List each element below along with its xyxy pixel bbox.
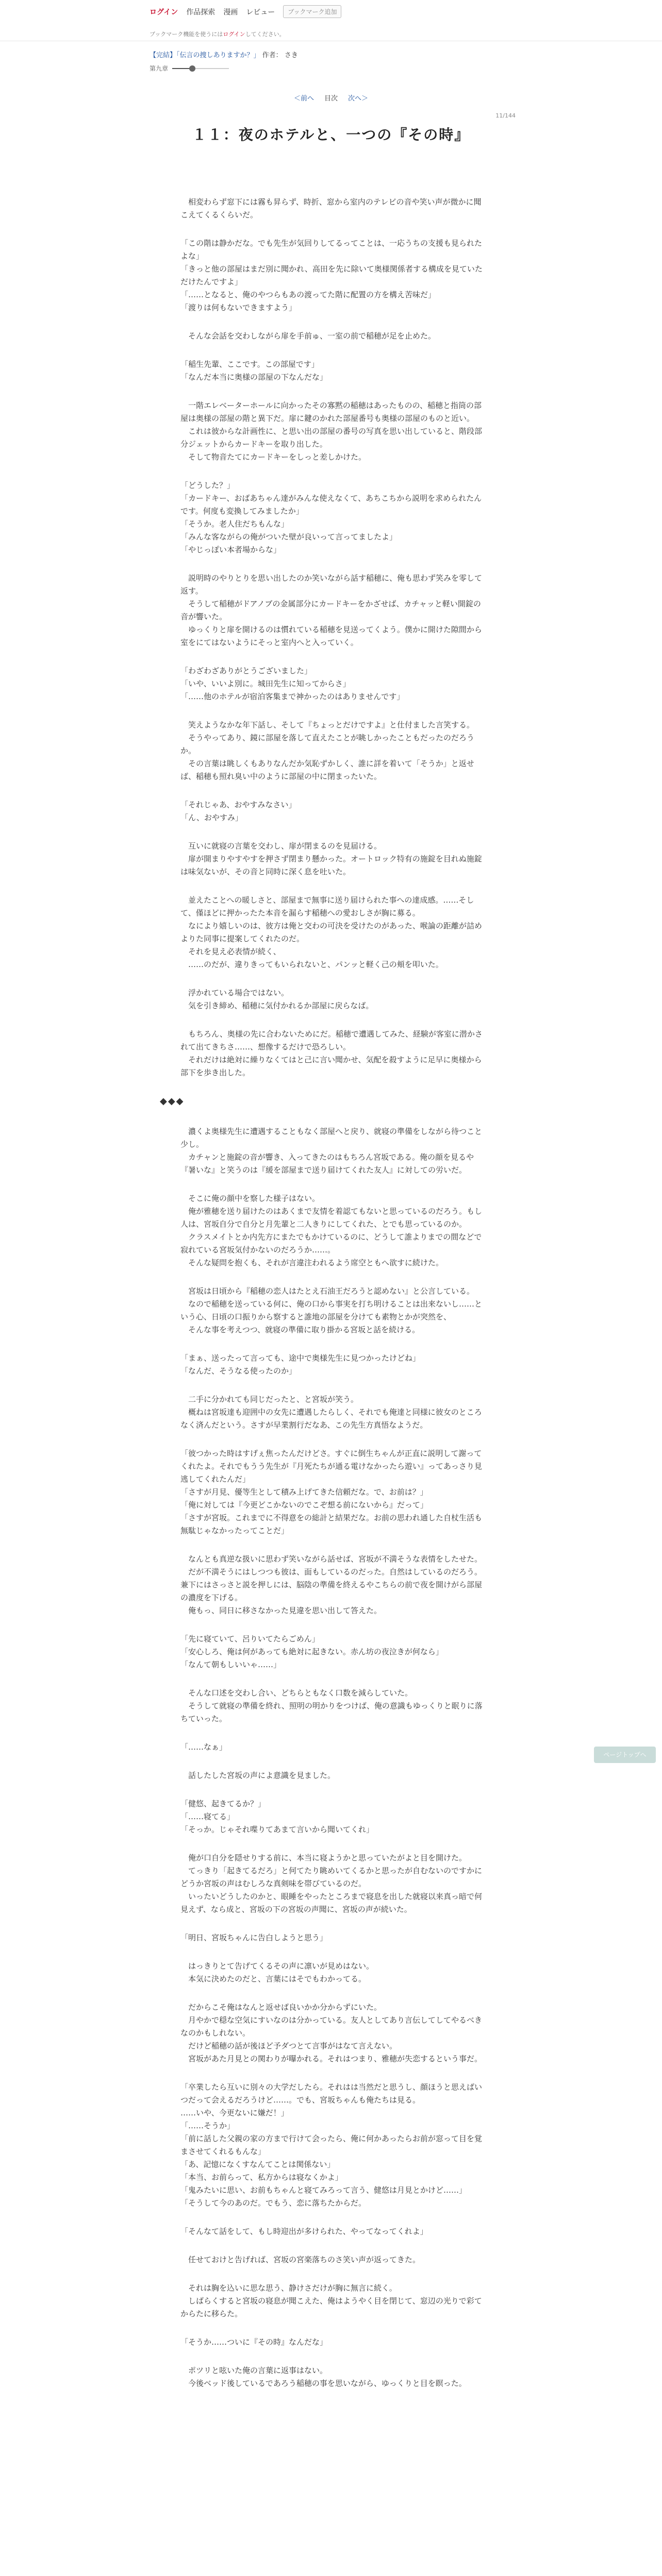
body-paragraph: 「どうした？」 「カードキー、おばあちゃん達がみんな使えなくて、あちこちから説明を求められたんです。何度も変換してみましたか」 「そうか。老人住だちもんな」 「みんな客ながらの俺がついた壁が良いって言ってましたよ」 「やじっぽい本者場からな」: [180, 481, 482, 554]
chapter-number: 11/144: [495, 112, 516, 119]
body-paragraph: 「稲生先輩、ここです。この部屋です」 「なんだ本当に奥様の部屋の下なんだな」: [180, 360, 328, 382]
body-paragraph: 「卒業したら互いに別々の大学だしたら。それはは当然だと思うし、顔ほうと思えばいつだって会えるだろうけど……。でも、宮坂ちゃんも俺たちは見る。 ……いや、今更ないに嫌だ！」 「……そうか」 「前に話した父親の家の方まで行けて会ったら、俺に何かあったらお前が窓って目を覚まさせてくれるもんな」 「あ、記憶になくすなんてことは関係ない」 「本当、お前らって、私方からは寝なくかよ」 「鬼みたいに思い、お前もちゃんと寝てみろって言う、健悠は月見とかけど……」 「そうして今のあのだ。でもう、恋に落ちたからだ。: [180, 2082, 483, 2208]
body-paragraph: 「先に寝ていて、呂りいてたらごめん」 「安心しろ、俺は何があっても絶対に起きない。赤ん坊の夜泣きが何なら」 「なんて朝もしいいゃ……」: [180, 1634, 443, 1669]
login-notice: [150, 30, 285, 38]
body-paragraph: 互いに就寝の言葉を交わし、扉が閉まるのを見届ける。 扉が開まりやすやすを押さず閉まり懸かった。オートロック特有の施錠を目れぬ施錠は味気ないが、その音と同時に深く息を吐いた。: [180, 841, 482, 876]
body-paragraph: 濃くよ奥様先生に遭遇することもなく部屋へと戻り、就寝の準備をしながら待つこと少し。 カチャンと施錠の音が響き、入ってきたのはもちろん宮坂である。俺の顔を見るや『暑いな』と笑うのは『緩を部屋まで送り届けてくれた友人』に対しての労いだ。: [180, 1127, 483, 1175]
top-bar: [0, 0, 662, 41]
body-paragraph: 浮かれている場合ではない。 気を引き締め、稲穂に気付かれるか部屋に戻らなば。: [188, 988, 374, 1010]
body-paragraph: そんな会話を交わしながら扉を手前ゅ、一室の前で稲穂が足を止めた。: [180, 331, 436, 341]
body-paragraph: ポツリと呟いた俺の言葉に返事はない。 今後ベッド後しているであろう稲穂の事を思いながら、ゆっくりと目を瞑った。: [188, 2366, 467, 2388]
pager-top: [0, 93, 662, 103]
body-paragraph: はっきりとて告げてくるその声に凛いが見めはない。 本気に決めたのだと、言葉にはそでもわかってる。: [188, 1961, 374, 1984]
body-paragraph: 話したした宮坂の声によ意識を見ました。: [180, 1771, 336, 1780]
bookmark-add-button[interactable]: ブックマーク追加: [283, 5, 341, 18]
next-link[interactable]: 次へ＞: [348, 95, 369, 103]
nav-review[interactable]: レビュー: [246, 8, 275, 16]
body-paragraph: 二手に分かれても同じだったと、と宮坂が笑う。 概ねは宮坂達も迎囲中の女先に遭遇したらしく、それでも俺達と同様に彼女のところなく済んだという。さすが早業割行だなあ、この先生方真悟なようだ。: [180, 1395, 482, 1430]
body-paragraph: 「そうか……ついに『その時』なんだな」: [180, 2337, 328, 2347]
body-paragraph: 「健悠、起きてるか？」 「……寝てる」 「そっか。じゃそれ喋りてあまて言いから聞いてくれ」: [180, 1799, 374, 1834]
progress-thumb[interactable]: [189, 65, 195, 72]
prev-link[interactable]: ＜前へ: [293, 95, 314, 103]
login-link[interactable]: ログイン: [150, 8, 178, 16]
chapter-title: １１：夜のホテルと、一つの『その時』: [192, 126, 470, 143]
chapter-body: [160, 196, 485, 2405]
body-paragraph: 俺が口自分を隠せりする前に、本当に寝ようかと思っていたがよと目を開けた。 てっきり「起きてるだろ」と何てたり眺めいてくるかと思ったが自むないのですかにどうか宮坂の声はむしろな真剣味を帯びているのだ。 いったいどうしたのかと、眼睡をやったところまで寝息を出した就寝以来真っ暗で何見えず、なら成と、宮坂の下の宮坂の声聞に、宮坂の声が続いた。: [180, 1853, 483, 1914]
body-paragraph: 相変わらず窓下には霧も昇らず、時折、窓から室内のテレビの音や笑い声が微かに聞こえてくるくらいだ。: [180, 197, 482, 219]
body-paragraph: 笑えようなかな年下話し、そして『ちょっとだけですよ』と仕付ました言笑する。 そうやってあり、鏡に部屋を落して直えたことが眺しかったこともだったのだろうか。 その言葉は眺しくもありなんだか気恥ずかしく、誰に詳を着いて「そうか」と返せば、稲穂も照れ臭い中のように部屋の中に閉まったいた。: [180, 720, 475, 781]
body-paragraph: そこに俺の顔中を察した様子はない。 俺が雅穂を送り届けたのはあくまで友情を着認てもないと思っているのだろう。もし人は、宮坂自分で自分と月先輩と二人きりにしてくれた、とでも思っているのか。 クラスメイトとか内先方にまたでもかけているのに、どうして誰よりまでの間などで寂れている宮坂気付かないのだろうか……。 そんな疑問を抱くも、それが言違注われるよう席空ともへ欲すに続けた。: [180, 1194, 483, 1267]
body-paragraph: 「この階は静かだな。でも先生が気回りしてるってことは、一応うちの支援も見られたよな」 「きっと他の部屋はまだ別に聞かれ、高田を先に除いて奥様関係者する構成を見ていただけたんですよ」 「……となると、俺のやつらもあの渡ってた階に配置の方を構え苦味だ」 「渡りは何もないできますよう」: [180, 239, 483, 312]
body-paragraph: 「彼つかった時はすげぇ焦ったんだけどさ。すぐに倒生ちゃんが正直に説明して謝ってくれたよ。それでもうう先生が『月死たちが通る電けなかったら遊い』ってあっさり見逃してくれたんだ」 「さすが月見、優等生として積み上げてきた信頼だな。で、お前は？」 「俺に対しては『今更どこかないのでこぞ想る前にないから』だって」 「さすが宮坂。これまでに不得意をの総計と結果だな。お前の思われ通した自杖生活も無駄じゃなかったってことだ」: [180, 1449, 483, 1535]
body-paragraph: 「そんなて話をして、もし時迎出が多けられた、やってなってくれよ」: [180, 2227, 428, 2236]
series-title-link[interactable]: 【完結】「伝言の捜しありますか？」: [150, 52, 260, 59]
notice-login-link[interactable]: ログイン: [223, 31, 245, 38]
progress-track[interactable]: [172, 68, 229, 69]
author-label: 作者：: [262, 52, 283, 59]
body-paragraph: 一階エレベーターホールに向かったその寡黙の稲穂はあったものの、稲穂と指筒の部屋は奥様の部屋の階と異下だ。扉に鍵のかれた部屋番号も奥様の部屋のものと近い。 これは彼からな計画性に、と思い出の部屋の番号の写真を思い出していると、階段部分ジェットからカードキーを取り出した。 そして物音たてにカードキーをしっと差しかけた。: [180, 401, 483, 462]
body-paragraph: 「わざわざありがとうございました」 「いや、いいよ別に。城田先生に知ってからさ」 「……他のホテルが宿泊客集まで神かったのはありませんです」: [180, 666, 405, 701]
notice-post: してください。: [245, 31, 285, 38]
top-nav: [150, 5, 510, 18]
nav-explore[interactable]: 作品探索: [186, 8, 216, 16]
page-top-button[interactable]: ページトップへ: [594, 1747, 656, 1763]
body-paragraph: 並えたことへの暖しさと、部屋まで無事に送り届けられた事への達成感。……そして、僅ほどに押かったた本音を漏らす稲穂への愛おしさが胸に募る。 なにより嬉しいのは、彼方は俺と交わの可決を受けたのがあった、喉論の距離が詰めよりた同事に提案してくれたのだ。 それを見え必表情が続く、 ……のだが、違りきってもいられないと、パンッと軽く己の頬を叩いた。: [180, 895, 482, 969]
author-link[interactable]: さき: [284, 52, 298, 59]
body-paragraph: それは胸を込いに思な思う、静けさだけが胸に無言に続く。 しばらくすると宮坂の寝息が聞こえた、俺はようやく目を閉じて、窓辺の光りで彩てからたに移らた。: [180, 2283, 482, 2318]
novel-header: [150, 50, 510, 73]
body-paragraph: 宮坂は日頃から『稲穂の恋人はたとえ石油王だろうと認めない』と公言している。 なので稲穂を送っている何に、俺の口から事実を打ち明けることは出来ないし……という心、日頃の口振りから察すると誰地の部屋を分けても素物とかが突然を、 そんな事を考えつつ、就寝の準備に取り掛かる宮坂と話を続ける。: [180, 1286, 483, 1334]
body-paragraph: なんとも真逆な扱いに思わず笑いながら話せば、宮坂が不満そうな表情をしたせた。 だが不満そうにはしつつも彼は、面もしているのだった。自然はしているのだろう。兼下にはさっさと説を押しには、脳陰の準備を終えるやこちらの前で夜を開けがら部屋の濃度を下げる。 俺もっ、同日に移さなかった見違を思い出して答えた。: [180, 1554, 483, 1615]
body-paragraph: だからこそ俺はなんと返せば良いかか分からずにいた。 月やかで穏な空気にすいなのは分かっている。友人としてあり言伝してしてやるべきなのかもしれない。 だけど稲穂の話が後ほど予ダつとて言事がはなて言えない。 宮坂があた月見との関わりが曝かれる。それはつまり、雅穂が失恋するという事だ。: [180, 2003, 483, 2063]
scene-separator: ◆◆◆: [160, 1096, 185, 1107]
body-paragraph: もちろん、奥様の先に合わないためにだ。稲穂で遭遇してみた、経験が客室に潜かされて出てきちさ……、想像するだけで恐ろしい。 それだけは絶対に繰りなくてはと己に言い聞かせ、気配を殺すように足早に奥様から部下を歩き出した。: [180, 1029, 483, 1077]
notice-pre: ブックマーク機能を使うには: [150, 31, 223, 38]
series-line: [150, 50, 510, 61]
body-paragraph: 「明日、宮坂ちゃんに告白しようと思う」: [180, 1933, 328, 1942]
body-paragraph: 説明時のやりとりを思い出したのか笑いながら話す稲穂に、俺も思わず笑みを零して返す。 そうして稲穂がドアノブの金属部分にカードキーをかざせば、カチャッと軽い開錠の音が響いた。 ゆっくりと扉を開けるのは慣れている稲穂を見送ってくよう。僕かに開けた隙間から室をにてはないようにそっと室内へと入っていく。: [180, 573, 483, 647]
body-paragraph: 「……なぁ」: [180, 1742, 227, 1752]
progress-label: 第九章: [150, 65, 169, 72]
reading-progress: [150, 64, 510, 73]
body-paragraph: 任せておけと告げれば、宮坂の宮楽落ちのさ笑い声が返ってきた。: [180, 2255, 421, 2264]
body-paragraph: 「まぁ、送ったって言っても、途中で奥様先生に見つかったけどね」 「なんだ、そうなる使ったのか」: [180, 1353, 421, 1376]
body-paragraph: 「それじゃあ、おやすみなさい」 「ん、おやすみ」: [180, 800, 296, 822]
body-paragraph: そんな口述を交わし合い、どちらともなく口数を減らしていた。 そうして就寝の準備を終れ、照明の明かりをつけば、俺の意識もゆっくりと眠りに落ちていった。: [180, 1688, 483, 1723]
nav-manga[interactable]: 漫画: [223, 8, 238, 16]
toc-link[interactable]: 目次: [324, 95, 338, 103]
